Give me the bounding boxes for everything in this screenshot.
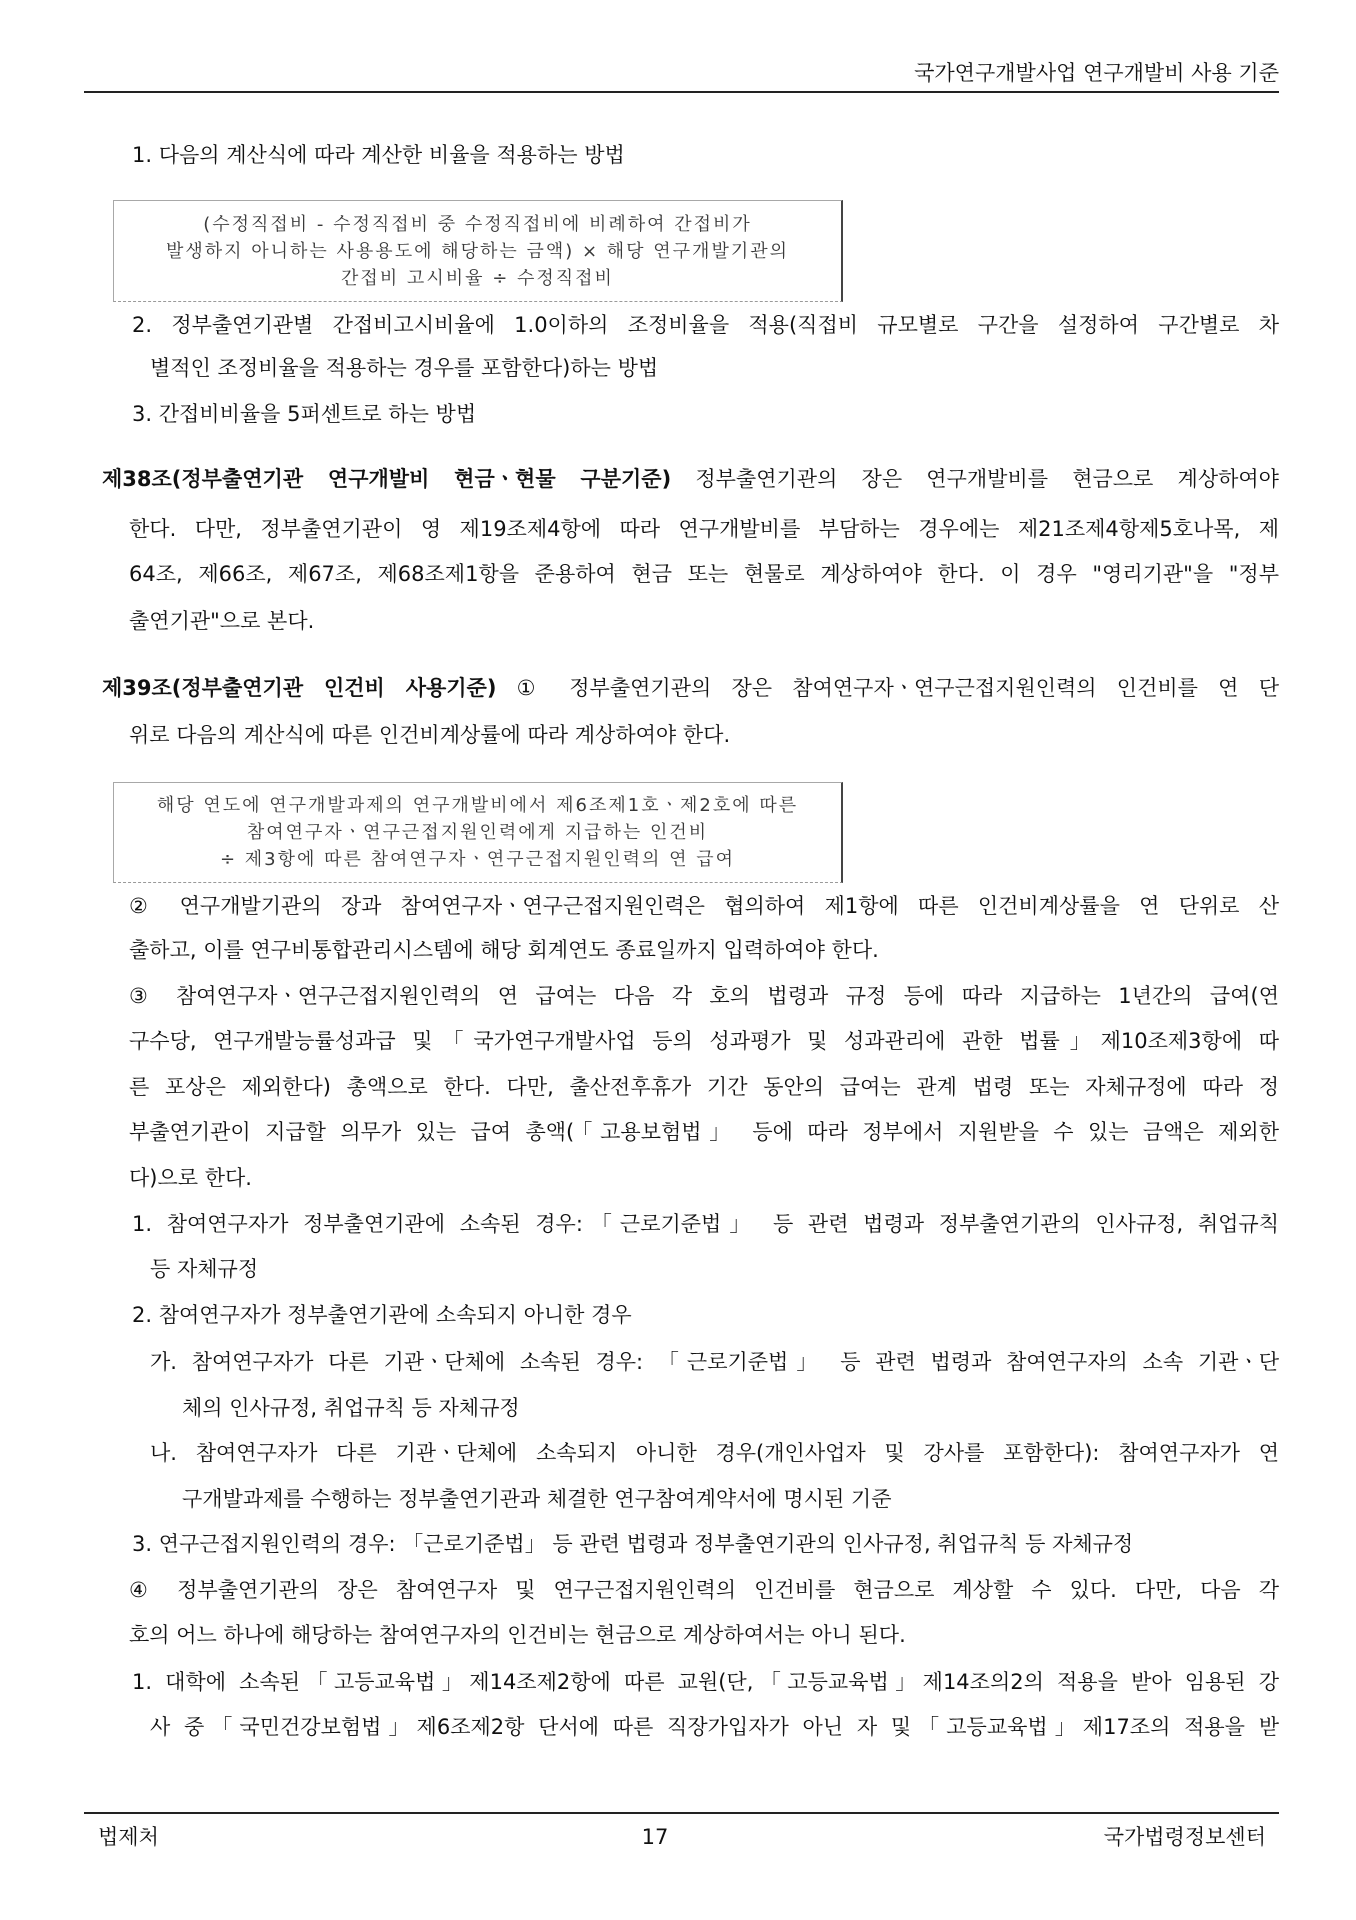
article-39-paragraph-1-line-2: 위로 다음의 계산식에 따른 인건비계상률에 따라 계상하여야 한다. — [129, 723, 731, 747]
item-2-line-1: 2. 정부출연기관별 간접비고시비율에 1.0이하의 조정비율을 적용(직접비 규모별로 구간을 설정하여 구간별로 차 — [132, 313, 1279, 337]
article-38-text: 정부출연기관의 장은 연구개발비를 현금으로 계상하여야 — [695, 467, 1279, 491]
item-3: 3. 간접비비율을 5퍼센트로 하는 방법 — [132, 402, 477, 426]
paragraph-3-line-1: ③ 참여연구자ㆍ연구근접지원인력의 연 급여는 다음 각 호의 법령과 규정 등에 따라 지급하는 1년간의 급여(연 — [129, 984, 1279, 1008]
paragraph-3-item-2: 2. 참여연구자가 정부출연기관에 소속되지 아니한 경우 — [132, 1303, 632, 1327]
item-2-line-2: 별적인 조정비율을 적용하는 경우를 포함한다)하는 방법 — [150, 356, 659, 380]
article-38-line-1 — [102, 464, 1279, 494]
paragraph-3-item-2-ga-line-1: 가. 참여연구자가 다른 기관ㆍ단체에 소속된 경우: 「근로기준법」 등 관련 법령과 참여연구자의 소속 기관ㆍ단 — [150, 1350, 1279, 1374]
article-38-line-4: 출연기관"으로 본다. — [129, 609, 315, 633]
item-1: 1. 다음의 계산식에 따라 계산한 비율을 적용하는 방법 — [132, 143, 625, 167]
formula-line: 간접비 고시비율 ÷ 수정직접비 — [341, 267, 614, 289]
paragraph-4-item-1-line-2: 사 중「국민건강보험법」제6조제2항 단서에 따른 직장가입자가 아닌 자 및「고등교육법」제17조의 적용을 받 — [150, 1715, 1279, 1739]
paragraph-3-item-2-ga-line-2: 체의 인사규정, 취업규칙 등 자체규정 — [182, 1396, 520, 1420]
paragraph-3-line-2: 구수당, 연구개발능률성과급 및「국가연구개발사업 등의 성과평가 및 성과관리에 관한 법률」제10조제3항에 따 — [129, 1029, 1279, 1053]
article-38-heading: 제38조(정부출연기관 연구개발비 현금ㆍ현물 구분기준) — [102, 467, 672, 491]
header-rule — [84, 91, 1279, 93]
footer-rule — [84, 1812, 1279, 1814]
article-39-line-1 — [102, 673, 1279, 703]
paragraph-4-line-2: 호의 어느 하나에 해당하는 참여연구자의 인건비는 현금으로 계상하여서는 아니 된다. — [129, 1623, 906, 1647]
formula-box-personnel-cost — [113, 782, 843, 883]
paragraph-3-item-1-line-1: 1. 참여연구자가 정부출연기관에 소속된 경우:「근로기준법」 등 관련 법령과 정부출연기관의 인사규정, 취업규칙 — [132, 1212, 1279, 1236]
paragraph-4-item-1-line-1: 1. 대학에 소속된「고등교육법」제14조제2항에 따른 교원(단,「고등교육법」제14조의2의 적용을 받아 임용된 강 — [132, 1670, 1279, 1694]
page-number: 17 — [641, 1825, 669, 1849]
paragraph-2-line-2: 출하고, 이를 연구비통합관리시스템에 해당 회계연도 종료일까지 입력하여야 한다. — [129, 938, 879, 962]
formula-box-indirect-cost — [113, 200, 843, 302]
paragraph-3-item-2-na-line-1: 나. 참여연구자가 다른 기관ㆍ단체에 소속되지 아니한 경우(개인사업자 및 강사를 포함한다): 참여연구자가 연 — [150, 1441, 1279, 1465]
article-39-heading: 제39조(정부출연기관 인건비 사용기준) — [102, 676, 497, 700]
paragraph-3-item-2-na-line-2: 구개발과제를 수행하는 정부출연기관과 체결한 연구참여계약서에 명시된 기준 — [182, 1487, 892, 1511]
paragraph-3-line-4: 부출연기관이 지급할 의무가 있는 급여 총액(「고용보험법」 등에 따라 정부에서 지원받을 수 있는 금액은 제외한 — [129, 1120, 1279, 1144]
paragraph-3-item-3: 3. 연구근접지원인력의 경우: 「근로기준법」 등 관련 법령과 정부출연기관의 인사규정, 취업규칙 등 자체규정 — [132, 1532, 1134, 1556]
paragraph-2-line-1: ② 연구개발기관의 장과 참여연구자ㆍ연구근접지원인력은 협의하여 제1항에 따른 인건비계상률을 연 단위로 산 — [129, 894, 1279, 918]
formula-line: 해당 연도에 연구개발과제의 연구개발비에서 제6조제1호ㆍ제2호에 따른 — [156, 795, 799, 816]
paragraph-3-line-5: 다)으로 한다. — [129, 1166, 252, 1190]
article-38-line-2: 한다. 다만, 정부출연기관이 영 제19조제4항에 따라 연구개발비를 부담하는 경우에는 제21조제4항제5호나목, 제 — [129, 517, 1279, 541]
formula-line: (수정직접비 - 수정직접비 중 수정직접비에 비례하여 간접비가 — [203, 213, 752, 235]
article-38-line-3: 64조, 제66조, 제67조, 제68조제1항을 준용하여 현금 또는 현물로 계상하여야 한다. 이 경우 "영리기관"을 "정부 — [129, 562, 1279, 586]
paragraph-3-line-3: 른 포상은 제외한다) 총액으로 한다. 다만, 출산전후휴가 기간 동안의 급여는 관계 법령 또는 자체규정에 따라 정 — [129, 1075, 1279, 1099]
article-39-paragraph-1-text: ① 정부출연기관의 장은 참여연구자ㆍ연구근접지원인력의 인건비를 연 단 — [516, 676, 1279, 700]
formula-line: 참여연구자ㆍ연구근접지원인력에게 지급하는 인건비 — [246, 822, 709, 843]
paragraph-3-item-1-line-2: 등 자체규정 — [150, 1257, 259, 1281]
footer-publisher: 법제처 — [98, 1825, 159, 1849]
formula-line: 발생하지 아니하는 사용용도에 해당하는 금액) × 해당 연구개발기관의 — [165, 240, 790, 262]
running-header-title: 국가연구개발사업 연구개발비 사용 기준 — [914, 61, 1279, 85]
paragraph-4-line-1: ④ 정부출연기관의 장은 참여연구자 및 연구근접지원인력의 인건비를 현금으로 계상할 수 있다. 다만, 다음 각 — [129, 1578, 1279, 1602]
formula-line: ÷ 제3항에 따른 참여연구자ㆍ연구근접지원인력의 연 급여 — [219, 849, 736, 870]
footer-source: 국가법령정보센터 — [1103, 1825, 1266, 1849]
